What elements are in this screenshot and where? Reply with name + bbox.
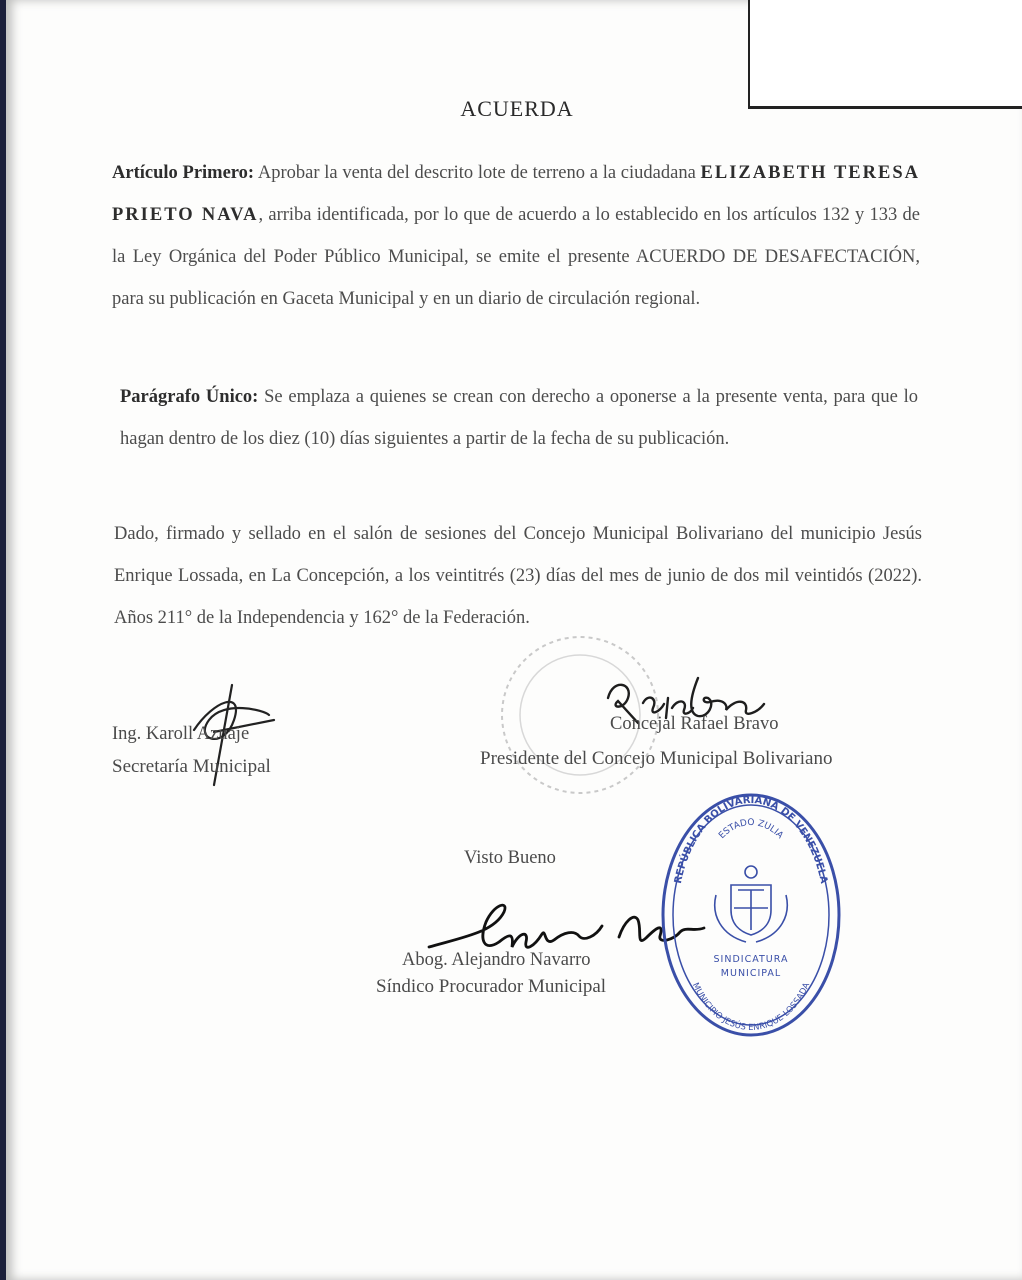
sindicatura-stamp (656, 790, 846, 1040)
sindico-role: Síndico Procurador Municipal (376, 976, 607, 997)
stamp-outer-text: REPÚBLICA BOLIVARIANA DE VENEZUELA (672, 794, 830, 885)
svg-text:MUNICIPIO JESÚS ENRIQUE LOSSAD (690, 981, 812, 1033)
articulo-text-1: Aprobar la venta del descrito lote de terreno a la ciudadana (254, 163, 701, 183)
document-page (6, 0, 1022, 1280)
svg-text:REPÚBLICA BOLIVARIANA DE VENEZ (673, 795, 829, 885)
stamp-center-line1: SINDICATURA (713, 954, 789, 965)
articulo-text-2: , arriba identificada, por lo que de acuerdo a lo establecido en los artículos 132 y 133 de la Ley Orgánica del Poder Público Municipal, se emite el presente ACUERDO DE DESAFECTACIÓN, para su publicación en Gaceta Municipal y en un diario de circulación regional. (112, 205, 920, 309)
dado-firmado-paragraph (114, 513, 922, 639)
paragrafo-label: Parágrafo Único: (120, 387, 259, 407)
svg-text:ESTADO ZULIA (717, 818, 785, 842)
stamp-bottom-text: MUNICIPIO JESÚS ENRIQUE LOSSADA (689, 981, 813, 1033)
articulo-label: Artículo Primero: (112, 163, 255, 183)
stamp-center-line2: MUNICIPAL (720, 968, 782, 979)
dado-text: Dado, firmado y sellado en el salón de sesiones del Concejo Municipal Bolivariano del municipio Jesús Enrique Lossada, en La Concepción, a los veintitrés (23) días del mes de junio de dos mil veintidós (2022). Años 211° de la Independencia y 162° de la Federación. (114, 524, 922, 628)
visto-bueno-label: Visto Bueno (464, 848, 556, 868)
articulo-primero (112, 152, 920, 320)
citizen-name: ELIZABETH TERESA PRIETO NAVA (112, 163, 920, 225)
stamp-inner-text: ESTADO ZULIA (717, 817, 785, 841)
overlapping-sheet-corner (748, 0, 1022, 109)
paragrafo-text: Se emplaza a quienes se crean con derecho a oponerse a la presente venta, para que lo hagan dentro de los diez (10) días siguientes a partir de la fecha de su publicación. (120, 387, 918, 449)
secretaria-name: Ing. Karoll Azuaje (112, 724, 250, 744)
presidente-role: Presidente del Concejo Municipal Bolivariano (480, 748, 833, 769)
paragrafo-unico (120, 376, 918, 460)
sindico-name: Abog. Alejandro Navarro (402, 950, 591, 970)
document-title: ACUERDA (460, 96, 574, 121)
coat-of-arms-icon (715, 866, 788, 942)
secretaria-role: Secretaría Municipal (112, 756, 271, 777)
presidente-name: Concejal Rafael Bravo (610, 714, 779, 734)
